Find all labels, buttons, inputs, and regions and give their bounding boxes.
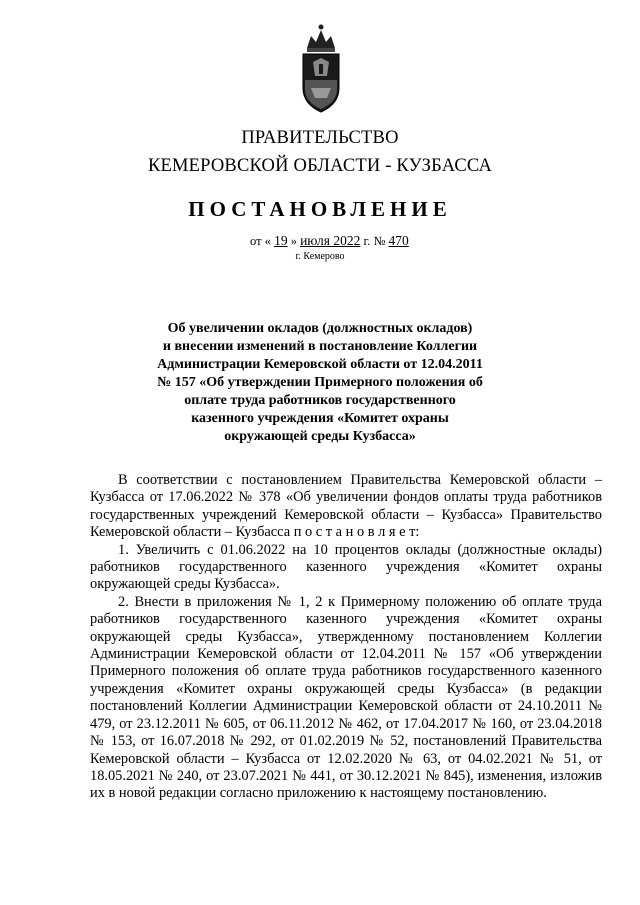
title-line: казенного учреждения «Комитет охраны: [191, 411, 449, 426]
title-line: Администрации Кемеровской области от 12.04.2011: [157, 357, 483, 372]
government-name-line1: ПРАВИТЕЛЬСТВО: [241, 128, 399, 148]
body-paragraph-item-1: 1. Увеличить с 01.06.2022 на 10 процентов оклады (должностные оклады) работников государственного казенного учреждения «Комитет охраны окружающей среды Кузбасса».: [90, 541, 602, 593]
title-line: оплате труда работников государственного: [184, 393, 456, 408]
body-paragraph-preamble: В соответствии с постановлением Правительства Кемеровской области – Кузбасса от 17.06.2022 № 378 «Об увеличении фондов оплаты труда работников государственных учреждений Кемеровской области – Кузбасса» Правительство Кемеровской области – Кузбасса п о с т а н о в л я е т:: [90, 472, 602, 541]
title-line: и внесении изменений в постановление Коллегии: [162, 339, 478, 354]
title-line: № 157 «Об утверждении Примерного положения об: [157, 375, 483, 390]
date-suffix: г. №: [363, 234, 386, 248]
document-date-line: [250, 233, 409, 249]
date-month-year: июля 2022: [300, 233, 361, 248]
date-day: 19: [274, 233, 288, 248]
coat-of-arms-icon: [297, 18, 345, 114]
document-number: 470: [388, 233, 409, 248]
government-name-line2: КЕМЕРОВСКОЙ ОБЛАСТИ - КУЗБАССА: [147, 156, 493, 176]
title-line: окружающей среды Кузбасса»: [224, 429, 416, 444]
body-paragraph-item-2: 2. Внести в приложения № 1, 2 к Примерному положению об оплате труда работников государственного казенного учреждения «Комитет охраны окружающей среды Кузбасса», утвержденному постановлением Коллегии Администрации Кемеровской области от 12.04.2011 № 157 «Об утверждении Примерного положения об оплате труда работников государственного казенного учреждения «Комитет охраны окружающей среды Кузбасса» (в редакции постановлений Коллегии Администрации Кемеровской области от 24.10.2011 № 479, от 23.12.2011 № 605, от 06.11.2012 № 462, от 17.04.2017 № 160, от 23.04.2018 № 153, от 16.07.2018 № 292, от 01.02.2019 № 52, постановлений Правительства Кемеровской области – Кузбасса от 12.02.2020 № 63, от 04.02.2021 № 51, от 18.05.2021 № 240, от 23.07.2021 № 441, от 30.12.2021 № 845), изменения, изложив их в новой редакции согласно приложению к настоящему постановлению.: [90, 593, 602, 802]
date-quote: »: [290, 234, 297, 248]
city-name: г. Кемерово: [295, 251, 345, 262]
document-type-heading: ПОСТАНОВЛЕНИЕ: [188, 197, 452, 221]
title-line: Об увеличении окладов (должностных окладов): [167, 321, 473, 336]
document-title: [150, 320, 490, 446]
date-prefix: от «: [250, 234, 271, 248]
document-body: [90, 472, 602, 803]
